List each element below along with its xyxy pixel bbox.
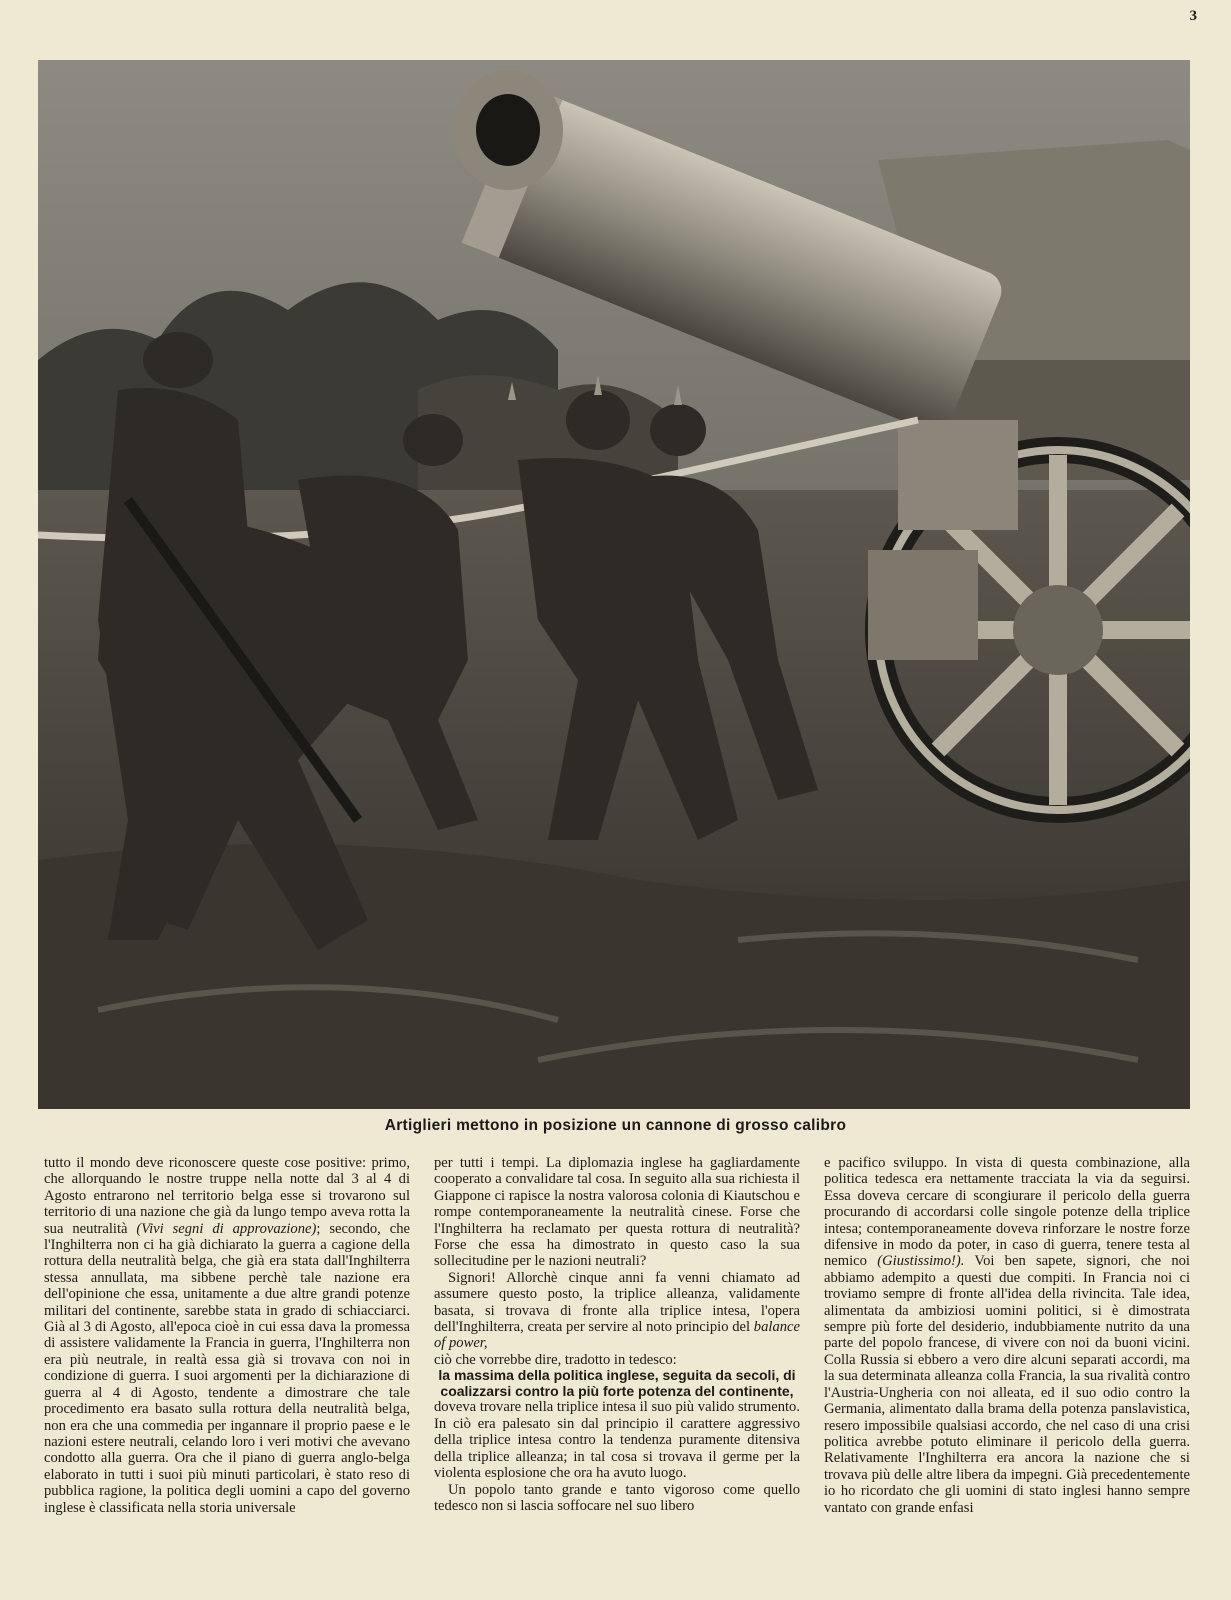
- photograph-artillery-cannon: [38, 60, 1190, 1109]
- text: tutto il mondo deve riconoscere queste cose positive: primo, che allorquando le nostre truppe nella notte dal 3 al 4 di Agosto entrarono nel territorio belga esse si trovarono sul territorio di una nazione che già da lungo tempo aveva rotta la sua neutralità: [44, 1155, 410, 1237]
- article-columns: [44, 1155, 1190, 1565]
- paragraph: [824, 1155, 1190, 1516]
- text: Voi ben sapete, signori, che noi abbiamo adempito a questi due compiti. In Francia noi ci troviamo sempre di fronte all'idea della rivincita. Tale idea, alimentata da ambiziosi uomini politici, si è dimostrata sempre più forte del desiderio, indubbiamente nutrito da una parte del popolo francese, di vivere con noi da buoni vicini. Colla Russia si ebbero a vero dire alcuni separati accordi, ma la sua determinata alleanza colla Francia, la sua rivalità contro l'Austria-Ungheria con noi alleata, ed il suo odio contro la Germania, alimentato dalla brama della potenza panslavistica, resero impossibile qualsiasi accordo, che nel caso di una crisi politica avrebbe potuto eliminare il pericolo della guerra. Relativamente l'Inghilterra era ancora la nazione che si trovava più delle altre libera da impegni. Già precedentemente io ho ricordato che gli uomini di stato inglesi hanno sempre vantato con grande enfasi: [824, 1253, 1190, 1516]
- column-3: [824, 1155, 1190, 1565]
- text: Signori! Allorchè cinque anni fa venni chiamato ad assumere questo posto, la triplice alleanza, validamente basata, si trovava di fronte alla triplice intesa, l'opera dell'Inghilterra, creata per servire al noto principio del: [434, 1269, 800, 1336]
- bold-quote: la massima della politica inglese, seguita da secoli, di coalizzarsi contro la più forte potenza del continente,: [438, 1367, 796, 1399]
- paragraph: doveva trovare nella triplice intesa il suo più valido strumento. In ciò era palesato sin dal principio il carattere aggressivo della triplice intesa contro la tendenza puramente ditensiva della triplice alleanza; in tal cosa si trovava il germe per la violenta esplosione che ora ha avuto luogo.: [434, 1399, 800, 1482]
- photo-illustration: [38, 60, 1190, 1109]
- photo-caption: Artiglieri mettono in posizione un cannone di grosso calibro: [384, 1117, 847, 1134]
- paragraph: Un popolo tanto grande e tanto vigoroso come quello tedesco non si lascia soffocare nel suo libero: [434, 1481, 800, 1514]
- text: e pacifico sviluppo. In vista di questa combinazione, alla politica tedesca era nettamente tracciata la via da seguirsi. Essa doveva cercare di scongiurare il pericolo della guerra procurando di accordarsi colle singole potenze della triplice intesa; contemporaneamente doveva rinforzare le nostre forze difensive in modo da poter, in caso di guerra, tenere testa al nemico: [824, 1155, 1190, 1270]
- emphasis-text: (Giustissimo!).: [877, 1253, 965, 1270]
- text: ciò che vorrebbe dire, tradotto in tedesco:: [434, 1351, 677, 1368]
- emphasis-text: (Vivi segni di approvazione): [136, 1220, 317, 1237]
- paragraph: per tutti i tempi. La diplomazia inglese ha gagliardamente cooperato a convalidare tal cosa. In seguito alla sua richiesta il Giappone ci rapisce la nostra valorosa colonia di Kiautschou e rompe contemporaneamente la neutralità cinese. Forse che l'Inghilterra ha reclamato per questa rottura di neutralità? Forse che essa ha dimostrato in questo caso la sua sollecitudine per le nazioni neutrali?: [434, 1155, 800, 1270]
- text: ; secondo, che l'Inghilterra non ci ha già dichiarato la guerra a cagione della rottura della neutralità belga, che già era stata dall'Inghilterra stessa annullata, ma sibbene perchè tale nazione era dell'opinione che essa, unitamente a due altre grandi potenze militari del continente, sarebbe stata in grado di schiacciarci. Già al 3 di Agosto, all'epoca cioè in cui essa dava la promessa di assistere validamente la Francia in guerra, l'Inghilterra non era più neutrale, in realtà essa già si trovava con noi in condizione di guerra. I suoi argomenti per la dichiarazione di guerra al 4 di Agosto, tendente a dimostrare che tale procedimento era basato sulla rottura della neutralità belga, non era che una commedia per ingannare il proprio paese e le nazioni estere neutrali, celando loro i veri motivi che avevano condotto alla guerra. Ora che il piano di guerra anglo-belga elaborato in tutti i suoi più minuti particolari, è stato reso di pubblica ragione, la politica degli uomini a capo del governo inglese è classificata nella storia universale: [44, 1220, 410, 1516]
- column-2: [434, 1155, 800, 1565]
- emphasis-text: balance of power,: [434, 1319, 800, 1352]
- paragraph: [434, 1270, 800, 1368]
- page-number: 3: [1189, 8, 1197, 24]
- column-1: [44, 1155, 410, 1565]
- paragraph: [44, 1155, 410, 1516]
